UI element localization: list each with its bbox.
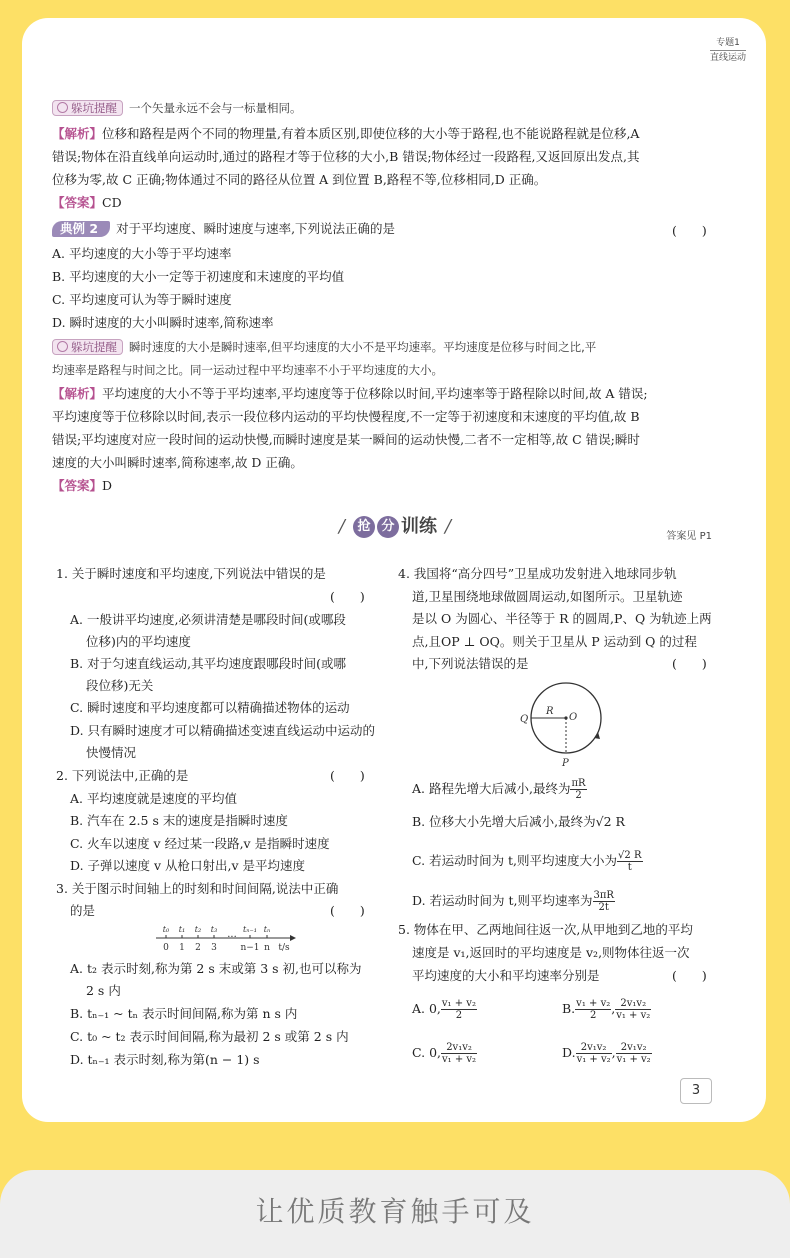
analysis-line: 位移为零,故 C 正确;物体通过不同的路径从位置 A 到位置 B,路程不等,位移相同,D 正确。 (52, 172, 547, 187)
analysis-line: 速度的大小叫瞬时速率,简称速率,故 D 正确。 (52, 455, 303, 470)
axis-dots: ··· (227, 932, 237, 943)
axis-tick-2: 2 (195, 943, 201, 953)
q5-option-b: B. $\frac{\text{v₁ + v₂}}{2}$ , $\frac{\text{2v₁v₂}}{\text{v₁ + v₂}}$ (562, 998, 651, 1021)
q1-option-c: C. 瞬时速度和平均速度都可以精确描述物体的运动 (70, 700, 350, 715)
q5-option-c: C. 0, $\frac{\text{2v₁v₂}}{\text{v₁ + v₂}}$ (412, 1042, 477, 1065)
tip-badge: 躲坑提醒 (52, 339, 123, 355)
q3-stem: 3. 关于图示时间轴上的时刻和时间间隔,说法中正确 (56, 881, 339, 896)
page-number: 3 (680, 1078, 712, 1104)
q3-option-d: D. tₙ₋₁ 表示时刻,称为第(n − 1) s (70, 1052, 260, 1067)
axis-label-tn-1: tₙ₋₁ (243, 925, 257, 934)
axis-label-t2: t₂ (194, 925, 202, 934)
topic-subtitle: 直线运动 (709, 53, 746, 63)
q4-option-b: B. 位移大小先增大后减小,最终为√2 R (412, 814, 625, 829)
answer-line: 【答案】CD (52, 195, 122, 210)
topic-title: 专题1 (710, 36, 746, 51)
q3-option-c: C. t₀ ~ t₂ 表示时间间隔,称为最初 2 s 或第 2 s 内 (70, 1029, 349, 1044)
axis-tick-1: 1 (179, 943, 185, 953)
orbit-label-p: P (562, 758, 569, 768)
axis-tick-n: n (264, 943, 270, 953)
axis-label-t1: t₁ (178, 925, 186, 934)
answer-line: 【答案】D (52, 478, 113, 493)
option-a: A. 平均速度的大小等于平均速率 (52, 246, 232, 261)
q5-stem: 5. 物体在甲、乙两地间往返一次,从甲地到乙地的平均 (398, 922, 693, 937)
example-question: 典例 2 对于平均速度、瞬时速度与速率,下列说法正确的是 (52, 221, 395, 237)
q3-option-b: B. tₙ₋₁ ~ tₙ 表示时间间隔,称为第 n s 内 (70, 1006, 298, 1021)
q4-stem-cont: 是以 O 为圆心、半径等于 R 的圆周,P、Q 为轨迹上两 (412, 611, 712, 626)
axis-unit: t/s (278, 943, 290, 953)
q4-stem-cont: 点,且OP ⊥ OQ。则关于卫星从 P 运动到 Q 的过程 (412, 634, 697, 649)
q5-option-a: A. 0, $\frac{\text{v₁ + v₂}}{2}$ (412, 998, 476, 1021)
q2-option-a: A. 平均速度就是速度的平均值 (70, 791, 237, 806)
q1-stem: 1. 关于瞬时速度和平均速度,下列说法中错误的是 (56, 566, 326, 581)
q5-stem-cont: 平均速度的大小和平均速率分别是 (412, 968, 600, 983)
time-axis-diagram (150, 922, 330, 956)
q1-option-b-cont: 段位移)无关 (86, 678, 154, 693)
q4-option-c: C. 若运动时间为 t,则平均速度大小为 $\frac{√2 R}{t}$ (412, 850, 642, 873)
tip-badge: 躲坑提醒 (52, 100, 123, 116)
q2-option-b: B. 汽车在 2.5 s 末的速度是指瞬时速度 (70, 813, 288, 828)
analysis-line: 【解析】平均速度的大小不等于平均速率,平均速度等于位移除以时间,平均速率等于路程除以时间,故 A 错误; (52, 386, 648, 401)
q2-paren: ( ) (330, 768, 365, 783)
analysis-line: 错误;物体在沿直线单向运动时,通过的路程才等于位移的大小,B 错误;物体经过一段路程,又返回原出发点,其 (52, 149, 640, 164)
q5-paren: ( ) (672, 968, 707, 983)
q1-option-d-cont: 快慢情况 (86, 745, 137, 760)
q5-stem-cont: 速度是 v₁,返回时的平均速度是 v₂,则物体往返一次 (412, 945, 690, 960)
answer-reference: 答案见 P1 (666, 531, 712, 542)
q1-option-a: A. 一般讲平均速度,必须讲清楚是哪段时间(或哪段 (70, 612, 346, 627)
axis-label-t3: t₃ (210, 925, 218, 934)
orbit-label-o: O (569, 712, 578, 723)
q3-paren: ( ) (330, 903, 365, 918)
axis-label-t0: t₀ (162, 925, 170, 934)
q4-stem-cont: 道,卫星围绕地球做圆周运动,如图所示。卫星轨迹 (412, 589, 683, 604)
q3-stem-cont: 的是 (70, 903, 96, 918)
orbit-diagram (510, 676, 620, 768)
warning-icon (57, 341, 68, 352)
q4-option-d: D. 若运动时间为 t,则平均速率为 $\frac{3\pi R}{2t}$ (412, 890, 614, 913)
footer-slogan: 让优质教育触手可及 (255, 1195, 535, 1228)
option-b: B. 平均速度的大小一定等于初速度和末速度的平均值 (52, 269, 345, 284)
topic-header (710, 36, 746, 65)
q4-stem-cont: 中,下列说法错误的是 (412, 656, 529, 671)
answer-paren: ( ) (672, 223, 707, 238)
analysis-line: 错误;平均速度对应一段时间的运动快慢,而瞬时速度是某一瞬间的运动快慢,二者不一定相等,故 C 错误;瞬时 (52, 432, 640, 447)
q4-option-a: A. 路程先增大后减小,最终为 $\frac{\pi R}{2}$ (412, 778, 586, 801)
tip-line: 躲坑提醒 瞬时速度的大小是瞬时速率,但平均速度的大小不是平均速率。平均速度是位移与时间之比,平 (52, 339, 596, 355)
q3-option-a-cont: 2 s 内 (86, 983, 121, 998)
q5-option-d: D. $\frac{\text{2v₁v₂}}{\text{v₁ + v₂}}$ , $\frac{\text{2v₁v₂}}{\text{v₁ + v₂}}$ (562, 1042, 651, 1065)
q2-option-c: C. 火车以速度 v 经过某一段路,v 是指瞬时速度 (70, 836, 330, 851)
analysis-line: 【解析】位移和路程是两个不同的物理量,有着本质区别,即使位移的大小等于路程,也不能说路程就是位移,A (52, 126, 640, 141)
axis-label-tn: tₙ (263, 925, 271, 934)
orbit-label-r: R (546, 706, 554, 717)
q4-stem: 4. 我国将“高分四号”卫星成功发射进入地球同步轨 (398, 566, 677, 581)
tip-line: 均速率是路程与时间之比。同一运动过程中平均速率不小于平均速度的大小。 (52, 363, 443, 377)
example-badge: 典例 2 (52, 221, 110, 237)
analysis-line: 平均速度等于位移除以时间,表示一段位移内运动的平均快慢程度,不一定等于初速度和末速度的平均值,故 B (52, 409, 640, 424)
warning-icon (57, 102, 68, 113)
q1-option-b: B. 对于匀速直线运动,其平均速度跟哪段时间(或哪 (70, 656, 346, 671)
q1-paren: ( ) (330, 589, 365, 604)
option-c: C. 平均速度可认为等于瞬时速度 (52, 292, 232, 307)
tip-text: 一个矢量永远不会与一标量相同。 (129, 101, 302, 115)
axis-tick-n-1: n−1 (240, 943, 260, 953)
q1-option-d: D. 只有瞬时速度才可以精确描述变速直线运动中运动的 (70, 723, 376, 738)
q4-paren: ( ) (672, 656, 707, 671)
option-d: D. 瞬时速度的大小叫瞬时速率,简称速率 (52, 315, 274, 330)
q2-stem: 2. 下列说法中,正确的是 (56, 768, 189, 783)
orbit-label-q: Q (520, 714, 529, 725)
axis-tick-0: 0 (163, 943, 169, 953)
q1-option-a-cont: 位移)内的平均速度 (86, 634, 191, 649)
q2-option-d: D. 子弹以速度 v 从枪口射出,v 是平均速度 (70, 858, 306, 873)
tip-line-1 (52, 100, 302, 116)
q3-option-a: A. t₂ 表示时刻,称为第 2 s 末或第 3 s 初,也可以称为 (70, 961, 362, 976)
section-title: / 抢 分 训练 / (338, 516, 452, 537)
axis-tick-3: 3 (211, 943, 217, 953)
